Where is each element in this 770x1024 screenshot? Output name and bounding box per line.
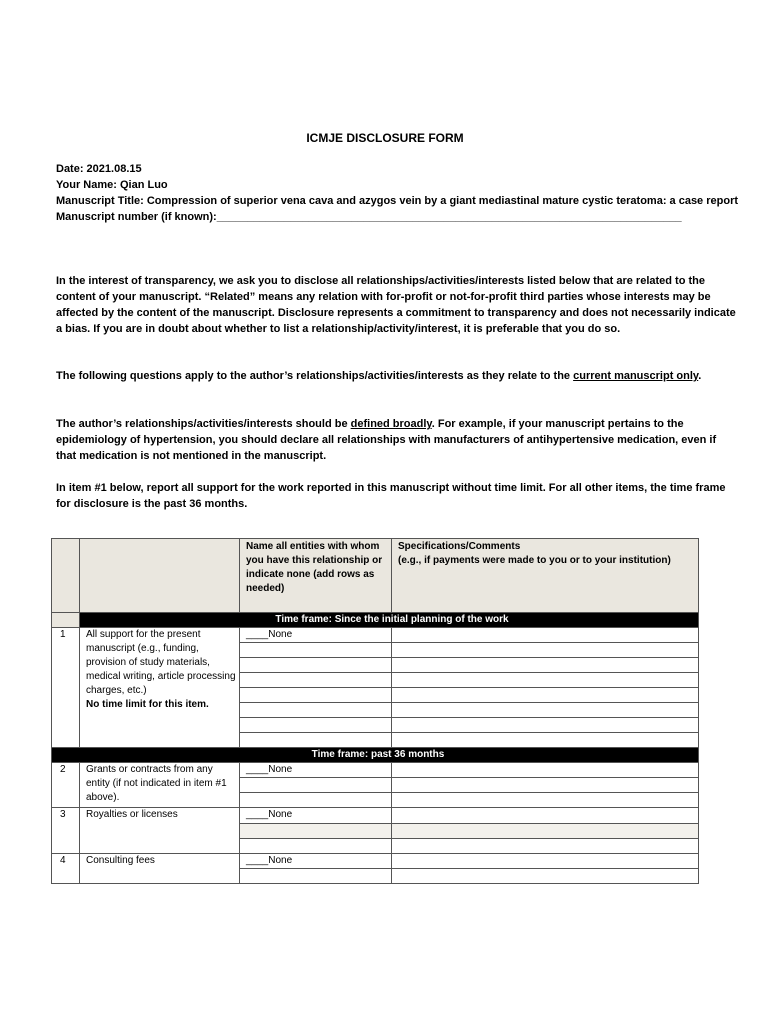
entity-input[interactable] xyxy=(240,869,392,884)
item-number: 2 xyxy=(52,763,80,808)
header-specifications xyxy=(392,539,699,613)
header-spec-note: (e.g., if payments were made to you or to your institution) xyxy=(398,555,671,566)
item-description: Grants or contracts from any entity (if not indicated in item #1 above). xyxy=(80,763,240,808)
time-frame-label-1: Time frame: Since the initial planning of the work xyxy=(80,613,699,628)
comment-input[interactable] xyxy=(392,628,699,643)
form-meta xyxy=(56,161,746,225)
comment-input[interactable] xyxy=(392,869,699,884)
date-field: Date: 2021.08.15 xyxy=(56,163,142,175)
intro-paragraph-1: In the interest of transparency, we ask you to disclose all relationships/activities/interests listed below that are related to the content of your manuscript. “Related” means any relation with for-profit or not-for-profit third parties whose interests may be affected by the content of the manuscript. Disclosure represents a commitment to transparency and does not necessarily indicate a bias. If you are in doubt about whether to list a relationship/activity/interest, it is preferable that you do so. xyxy=(56,275,736,335)
comment-input[interactable] xyxy=(392,658,699,673)
entity-input[interactable] xyxy=(240,793,392,808)
comment-input[interactable] xyxy=(392,733,699,748)
intro-paragraph-3 xyxy=(56,416,736,464)
entity-input[interactable]: ____None xyxy=(240,628,392,643)
manuscript-number-field: Manuscript number (if known):____________________________________________________________________________ xyxy=(56,211,682,223)
header-item-cell xyxy=(80,539,240,613)
entity-input[interactable] xyxy=(240,703,392,718)
entity-input[interactable] xyxy=(240,643,392,658)
item-number: 1 xyxy=(52,628,80,748)
table-header-row xyxy=(52,539,699,613)
comment-input[interactable] xyxy=(392,839,699,854)
table-row xyxy=(52,808,699,824)
entity-input[interactable] xyxy=(240,673,392,688)
intro-paragraph-4: In item #1 below, report all support for the work reported in this manuscript without time limit. For all other items, the time frame for disclosure is the past 36 months. xyxy=(56,482,726,510)
intro-p3-text: The author’s relationships/activities/interests should be xyxy=(56,418,351,430)
entity-input[interactable]: ____None xyxy=(240,854,392,869)
intro-p2-text: The following questions apply to the author’s relationships/activities/interests as they relate to the xyxy=(56,370,574,382)
item-description: Consulting fees xyxy=(80,854,240,884)
entity-input[interactable] xyxy=(240,733,392,748)
comment-input[interactable] xyxy=(392,808,699,824)
item-description-text: All support for the present manuscript (e.g., funding, provision of study materials, medical writing, article processing charges, etc.) xyxy=(86,629,236,696)
table-row xyxy=(52,763,699,778)
comment-input[interactable] xyxy=(392,673,699,688)
comment-input[interactable] xyxy=(392,793,699,808)
manuscript-title-field: Manuscript Title: Compression of superior vena cava and azygos vein by a giant mediastinal mature cystic teratoma: a case report xyxy=(56,195,739,207)
comment-input[interactable] xyxy=(392,778,699,793)
header-entities: Name all entities with whom you have this relationship or indicate none (add rows as needed) xyxy=(240,539,392,613)
form-title: ICMJE DISCLOSURE FORM xyxy=(306,131,464,145)
time-frame-band-1 xyxy=(52,613,699,628)
comment-input[interactable] xyxy=(392,688,699,703)
item-description: Royalties or licenses xyxy=(80,808,240,854)
entity-input[interactable]: ____None xyxy=(240,763,392,778)
intro-p3-end: . For example, if your manuscript pertains to the epidemiology of hypertension, you should declare all relationships with manufacturers of antihypertensive medication, even if that medication is not mentioned in the manuscript. xyxy=(56,418,717,462)
time-frame-band-2 xyxy=(52,748,699,763)
comment-input[interactable] xyxy=(392,763,699,778)
intro-paragraph-2 xyxy=(56,368,736,384)
disclosure-table xyxy=(51,538,699,884)
band-pad-cell xyxy=(52,613,80,628)
intro-p2-underlined: current manuscript only xyxy=(573,370,699,382)
table-row xyxy=(52,628,699,643)
name-field: Your Name: Qian Luo xyxy=(56,179,168,191)
comment-input[interactable] xyxy=(392,854,699,869)
entity-input[interactable] xyxy=(240,688,392,703)
header-spec-title: Specifications/Comments xyxy=(398,541,521,552)
header-num-cell xyxy=(52,539,80,613)
entity-input[interactable] xyxy=(240,839,392,854)
item-number: 3 xyxy=(52,808,80,854)
intro-p2-end: . xyxy=(698,370,702,382)
comment-input[interactable] xyxy=(392,824,699,839)
item-description xyxy=(80,628,240,748)
comment-input[interactable] xyxy=(392,703,699,718)
entity-input[interactable]: ____None xyxy=(240,808,392,824)
entity-input[interactable] xyxy=(240,778,392,793)
intro-p3-underlined: defined broadly xyxy=(350,418,432,430)
comment-input[interactable] xyxy=(392,718,699,733)
entity-input[interactable] xyxy=(240,658,392,673)
entity-input[interactable] xyxy=(240,824,392,839)
entity-input[interactable] xyxy=(240,718,392,733)
table-row xyxy=(52,854,699,869)
item-note: No time limit for this item. xyxy=(86,699,209,710)
comment-input[interactable] xyxy=(392,643,699,658)
item-number: 4 xyxy=(52,854,80,884)
time-frame-label-2: Time frame: past 36 months xyxy=(52,748,699,763)
